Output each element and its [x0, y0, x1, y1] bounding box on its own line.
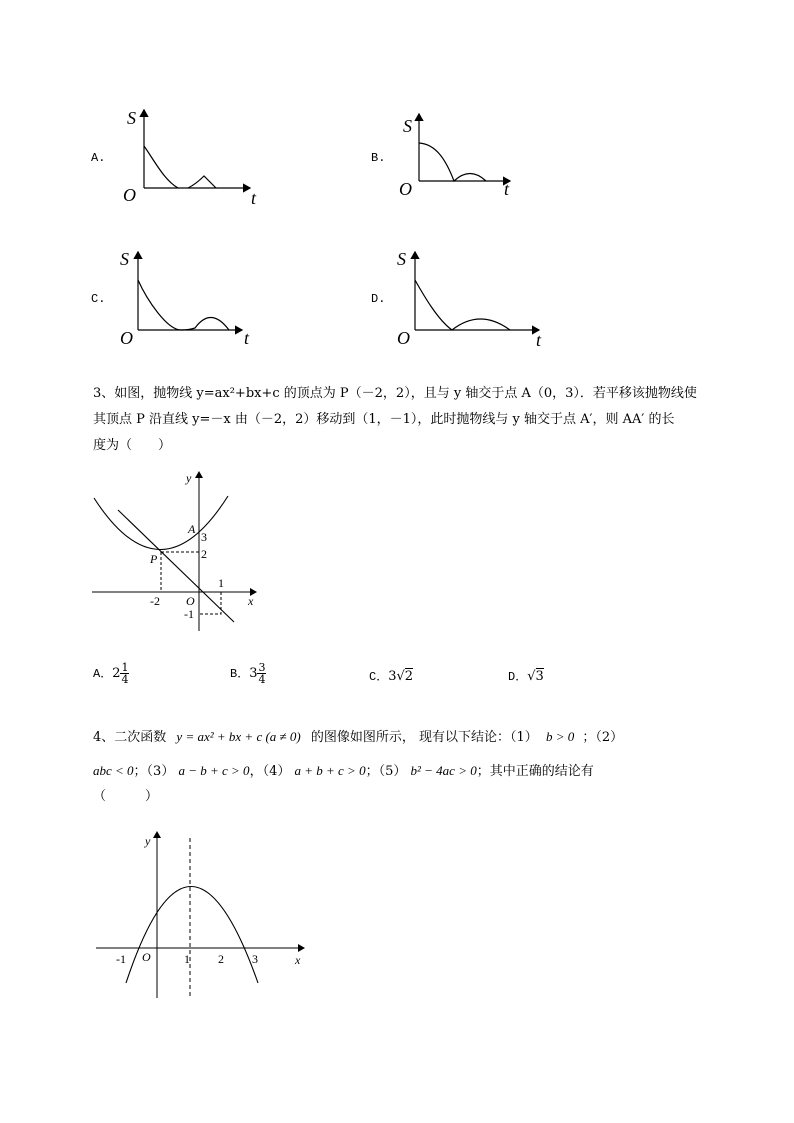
s-curve — [138, 280, 229, 330]
q4-line1: 4、二次函数 y = ax² + bx + c (a ≠ 0) 的图像如图所示， 现有以下结论：（1） b > 0 ；（2） — [93, 729, 624, 745]
t-label: t — [244, 328, 250, 348]
t-label: t — [504, 179, 510, 199]
tick-3: 3 — [201, 530, 207, 544]
q3-option-a: A．2 $\frac{1}{4}$ — [93, 661, 129, 686]
q4-figure — [92, 828, 312, 1003]
s-curve — [144, 146, 216, 188]
y-label: y — [145, 834, 151, 848]
option-c-label: C. — [91, 292, 106, 306]
a-label: A — [188, 522, 196, 536]
q3-line3: 度为（ ） — [93, 438, 172, 453]
tick-2: 2 — [201, 547, 207, 561]
option-b-label: B. — [371, 151, 386, 165]
o-label: O — [397, 328, 410, 348]
line-y-neg-x — [118, 510, 234, 622]
dashed-1 — [199, 592, 221, 614]
o-label: O — [120, 328, 133, 348]
tick-1: 1 — [184, 952, 190, 966]
option-a-graph — [118, 100, 268, 210]
o-label: O — [142, 950, 151, 964]
t-label: t — [536, 330, 542, 350]
s-curve — [415, 280, 510, 330]
q4-line2: abc < 0；（3） a − b + c > 0，（4） a + b + c > 0；（5） b² − 4ac > 0；其中正确的结论有 — [93, 763, 594, 779]
tick-1: 1 — [218, 576, 224, 590]
s-label: S — [397, 249, 406, 269]
q4-line3: （ ） — [93, 789, 159, 804]
y-label: y — [186, 471, 192, 485]
parabola — [126, 887, 258, 984]
s-label: S — [403, 116, 412, 136]
s-curve — [419, 143, 486, 181]
s-label: S — [120, 249, 129, 269]
x-label: x — [248, 594, 254, 608]
option-b-graph — [394, 108, 524, 208]
q3-option-d: D．√3 — [508, 669, 544, 684]
p-label: P — [150, 552, 158, 566]
tick-m1: -1 — [184, 607, 194, 621]
q3-option-b: B．3 $\frac{3}{4}$ — [230, 661, 266, 686]
o-label: O — [399, 179, 412, 199]
q3-line2: 其顶点 P 沿直线 y=－x 由（－2，2）移动到（1，－1），此时抛物线与 y 轴交于点 A′，则 AA′ 的长 — [93, 412, 675, 427]
option-c-graph — [117, 240, 262, 350]
q3-line1: 3、如图，抛物线 y=ax²+bx+c 的顶点为 P（－2，2），且与 y 轴交于点 A（0，3）．若平移该抛物线使 — [93, 386, 697, 401]
parabola — [94, 496, 228, 550]
x-label: x — [295, 953, 301, 967]
o-label: O — [123, 185, 136, 205]
t-label: t — [251, 188, 257, 208]
tick-2: 2 — [218, 952, 224, 966]
tick-m2: -2 — [150, 594, 160, 608]
q3-option-c: C．3√2 — [369, 669, 414, 684]
option-a-label: A. — [91, 151, 106, 165]
tick-3: 3 — [252, 952, 258, 966]
s-label: S — [127, 108, 136, 128]
option-d-graph — [394, 240, 554, 350]
q3-figure — [88, 466, 268, 636]
option-d-label: D. — [371, 292, 386, 306]
o-label: O — [186, 594, 195, 608]
tick-m1: -1 — [116, 952, 126, 966]
